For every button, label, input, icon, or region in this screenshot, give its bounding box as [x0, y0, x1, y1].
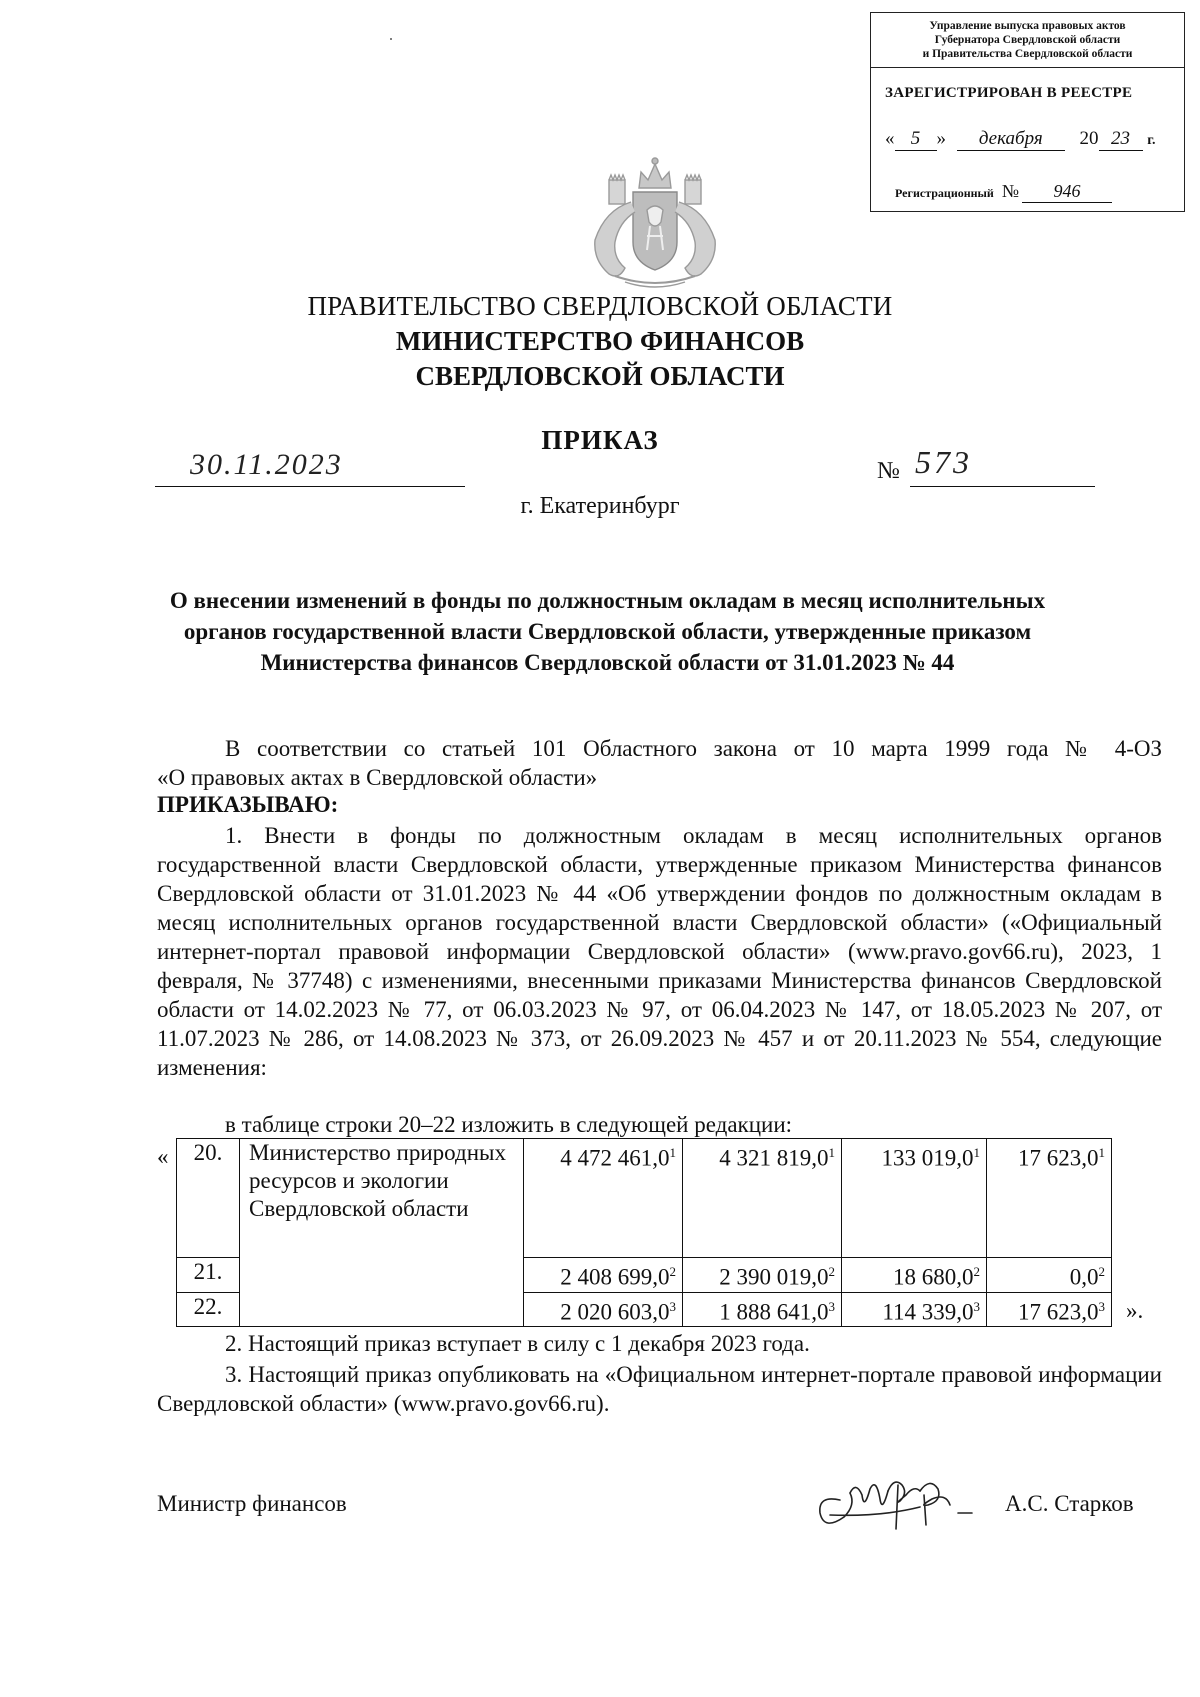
row-number: 21.: [177, 1258, 240, 1293]
document-type: ПРИКАЗ: [541, 425, 659, 455]
government-title: ПРАВИТЕЛЬСТВО СВЕРДЛОВСКОЙ ОБЛАСТИ: [307, 291, 893, 321]
table-cell: 2 020 603,0$^3$: [524, 1292, 683, 1327]
ministry-title-line2: СВЕРДЛОВСКОЙ ОБЛАСТИ: [415, 361, 785, 391]
scan-speck: [390, 38, 392, 40]
stamp-reg-number: [895, 181, 1112, 203]
order-item-3: [157, 1360, 1162, 1418]
order-item-1-note: в таблице строки 20–22 изложить в следующей редакции:: [225, 1112, 793, 1137]
table-cell: 17 623,0$^1$: [987, 1139, 1112, 1258]
order-item-1: [157, 821, 1162, 1082]
organization-name: Министерство природных ресурсов и экологии Свердловской области: [240, 1139, 524, 1327]
table-cell: 1 888 641,0$^3$: [683, 1292, 842, 1327]
stamp-date-month: декабря: [957, 128, 1065, 151]
number-sign: №: [877, 458, 900, 484]
handwritten-date: 30.11.2023: [190, 448, 343, 481]
order-subject: О внесении изменений в фонды по должностным окладам в месяц исполнительных органов государственной власти Свердловской области, утвержденные приказом Министерства финансов Свердловской области от 31.01.2023 № 44: [169, 588, 1046, 675]
legal-basis-line1: В соответствии со статьей 101 Областного закона от 10 марта 1999 года № 4-ОЗ: [225, 736, 1162, 761]
stamp-reg-value: 946: [1022, 181, 1112, 203]
table-close-quote: ».: [1126, 1298, 1144, 1323]
legal-basis: [157, 734, 1162, 792]
stamp-date-year-mark: г.: [1147, 133, 1156, 148]
table-cell: 4 472 461,0$^1$: [524, 1139, 683, 1258]
row-number: 22.: [177, 1292, 240, 1327]
stamp-department-line: Губернатора Свердловской области: [934, 34, 1121, 46]
signer-name: А.С. Старков: [1005, 1491, 1134, 1516]
stamp-department-line: Управление выпуска правовых актов: [929, 20, 1126, 32]
table-cell: 4 321 819,0$^1$: [683, 1139, 842, 1258]
stamp-date-open-quote: «: [885, 128, 895, 149]
amendment-table: [176, 1138, 1112, 1327]
table-cell: $0,0^2$: [987, 1258, 1112, 1293]
handwritten-number: 573: [915, 444, 972, 480]
order-item-2: 2. Настоящий приказ вступает в силу с 1 декабря 2023 года.: [225, 1331, 810, 1356]
table-cell: 2 408 699,0$^2$: [524, 1258, 683, 1293]
stamp-no-sign: №: [1001, 181, 1020, 201]
stamp-registered-label: ЗАРЕГИСТРИРОВАН В РЕЕСТРЕ: [885, 85, 1133, 101]
stamp-date: [885, 128, 1156, 151]
stamp-date-day: 5: [895, 128, 937, 151]
registry-stamp: [870, 12, 1185, 212]
ministry-title-line1: МИНИСТЕРСТВО ФИНАНСОВ: [395, 326, 805, 356]
stamp-reg-label: Регистрационный: [895, 186, 994, 200]
city: г. Екатеринбург: [520, 493, 680, 519]
stamp-date-close-quote: »: [936, 128, 946, 149]
order-word: ПРИКАЗЫВАЮ:: [157, 792, 339, 817]
table-cell: 18 680,0$^2$: [842, 1258, 987, 1293]
order-item-1-text: 1. Внести в фонды по должностным окладам в месяц исполнительных органов государственной власти Свердловской области, утвержденные приказом Министерства финансов Свердловской области от 31.01.2023 № 44 «Об утверждении фондов по должностным окладам в месяц исполнительных органов государственной власти Свердловской области» («Официальный интернет-портал правовой информации Свердловской области» (www.pravo.gov66.ru), 2023, 1 февраля, № 37748) с изменениями, внесенными приказами Министерства финансов Свердловской области от 14.02.2023 № 77, от 06.03.2023 № 97, от 06.04.2023 № 147, от 18.05.2023 № 207, от 11.07.2023 № 286, от 14.08.2023 № 373, от 26.09.2023 № 457 и от 20.11.2023 № 554, следующие изменения:: [157, 823, 1162, 1080]
legal-basis-line2: «О правовых актах в Свердловской области»: [157, 765, 598, 790]
table-cell: 2 390 019,0$^2$: [683, 1258, 842, 1293]
stamp-date-year: 23: [1099, 128, 1143, 151]
table-open-quote: «: [157, 1144, 169, 1169]
coat-of-arms-emblem: [555, 150, 755, 295]
handwritten-signature: [810, 1455, 980, 1540]
order-item-3-text: 3. Настоящий приказ опубликовать на «Официальном интернет-портале правовой информации Свердловской области» (www.pravo.gov66.ru).: [157, 1362, 1162, 1416]
stamp-department: [871, 13, 1184, 68]
table-cell: 114 339,0$^3$: [842, 1292, 987, 1327]
row-number: 20.: [177, 1139, 240, 1258]
signer-title: Министр финансов: [157, 1491, 347, 1516]
stamp-department-line: и Правительства Свердловской области: [922, 48, 1133, 60]
stamp-date-year-prefix: 20: [1079, 128, 1099, 149]
table-cell: 133 019,0$^1$: [842, 1139, 987, 1258]
table-cell: 17 623,0$^3$: [987, 1292, 1112, 1327]
table-row: [177, 1139, 1112, 1258]
